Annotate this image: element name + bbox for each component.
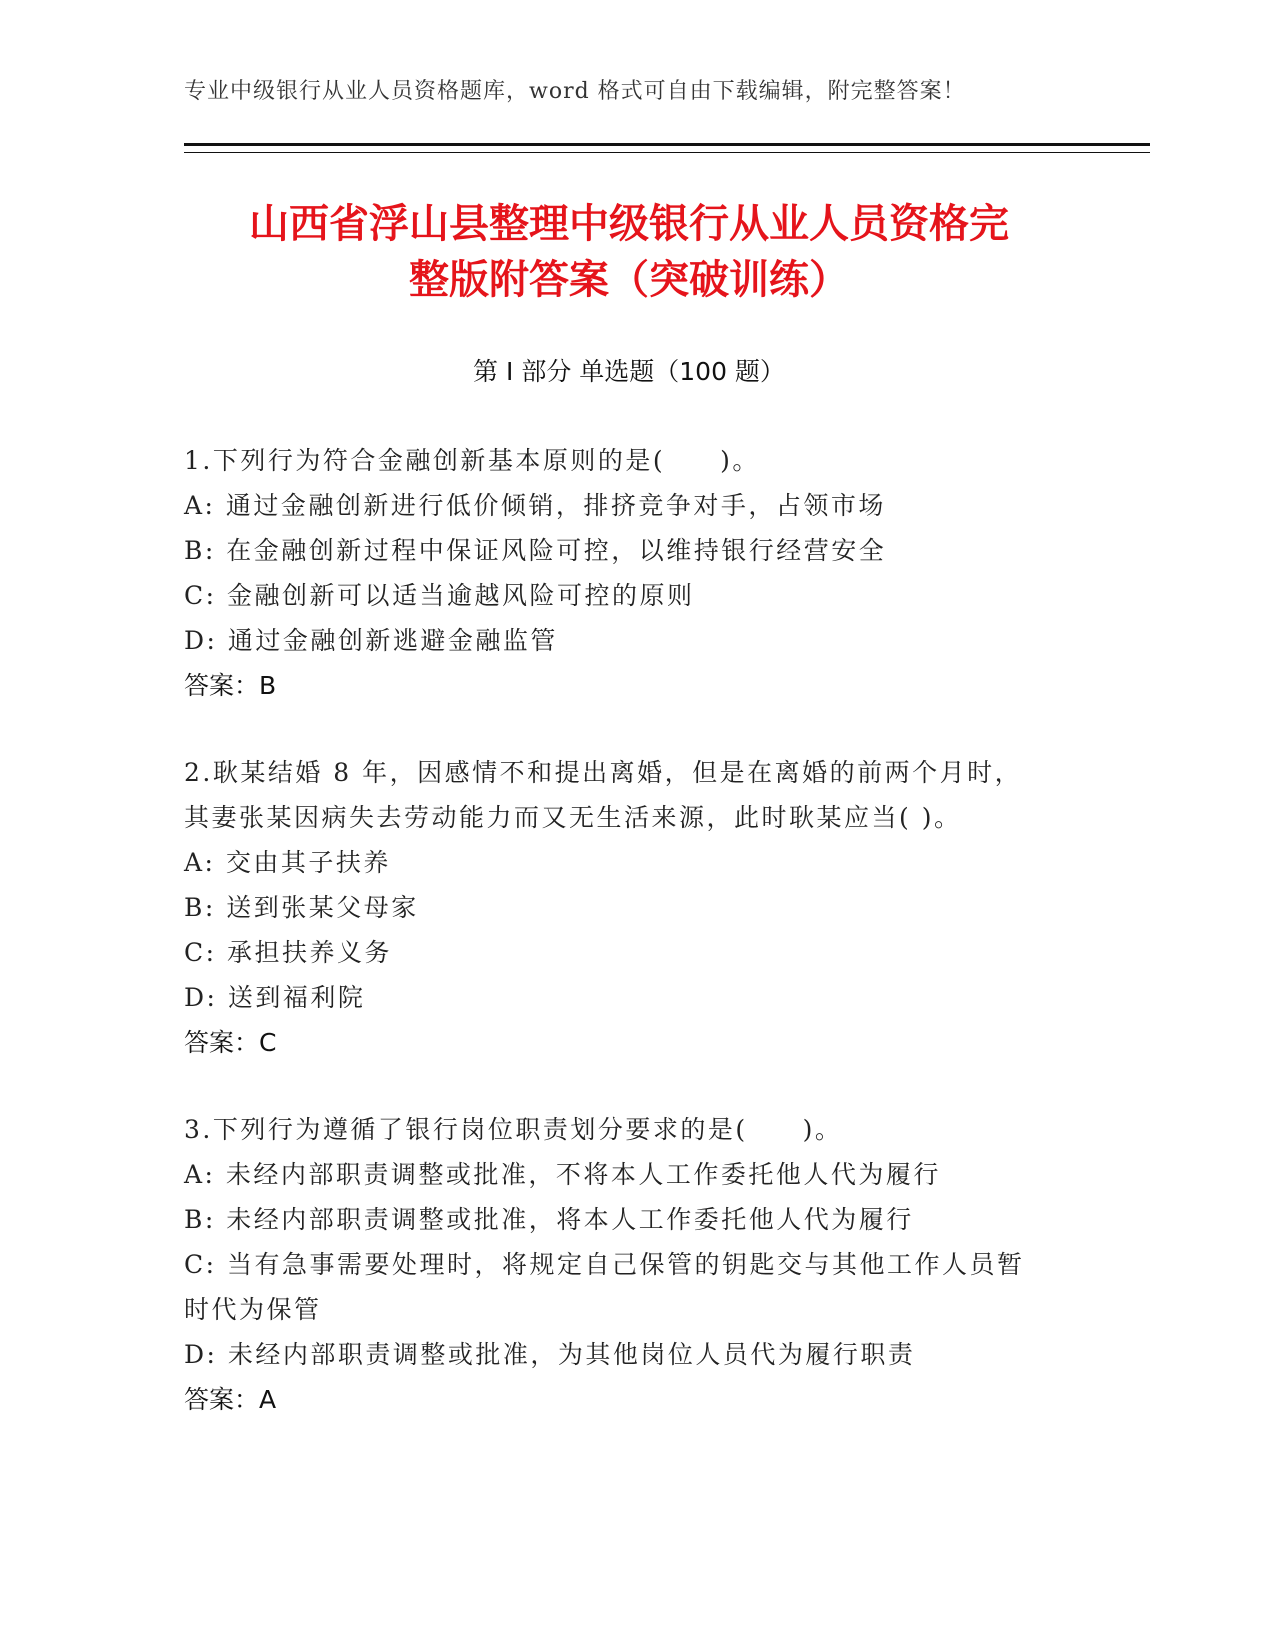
question-1 (184, 438, 1084, 708)
question-1-option-c: C: 金融创新可以适当逾越风险可控的原则 (184, 581, 695, 610)
question-2-stem-line-2: 其妻张某因病失去劳动能力而又无生活来源，此时耿某应当( )。 (184, 803, 962, 832)
question-1-stem: 1.下列行为符合金融创新基本原则的是( )。 (184, 446, 760, 475)
question-2-option-b: B: 送到张某父母家 (184, 893, 419, 922)
question-3 (184, 1107, 1084, 1422)
document-title-line-2: 整版附答案（突破训练） (409, 257, 849, 303)
document-title-line-1: 山西省浮山县整理中级银行从业人员资格完 (249, 201, 1009, 247)
question-2-option-a: A: 交由其子扶养 (184, 848, 391, 877)
header-note: 专业中级银行从业人员资格题库，word 格式可自由下载编辑，附完整答案！ (184, 79, 966, 104)
question-3-option-d: D: 未经内部职责调整或批准，为其他岗位人员代为履行职责 (184, 1340, 916, 1369)
question-3-option-c-line-1: C: 当有急事需要处理时，将规定自己保管的钥匙交与其他工作人员暂 (184, 1250, 1025, 1279)
question-1-option-a: A: 通过金融创新进行低价倾销，排挤竞争对手，占领市场 (184, 491, 886, 520)
question-2-answer: 答案：C (184, 1028, 277, 1057)
question-3-option-a: A: 未经内部职责调整或批准，不将本人工作委托他人代为履行 (184, 1160, 941, 1189)
question-1-answer: 答案：B (184, 671, 277, 700)
question-2-stem-line-1: 2.耿某结婚 8 年，因感情不和提出离婚，但是在离婚的前两个月时， (184, 758, 1023, 787)
question-2-option-d: D: 送到福利院 (184, 983, 366, 1012)
document-title (184, 196, 1074, 308)
question-3-answer: 答案：A (184, 1385, 277, 1414)
header-rule-thin (184, 152, 1150, 153)
question-3-option-c-line-2: 时代为保管 (184, 1295, 322, 1324)
question-2-option-c: C: 承担扶养义务 (184, 938, 392, 967)
section-title: 第 I 部分 单选题（100 题） (473, 357, 785, 386)
question-1-option-b: B: 在金融创新过程中保证风险可控，以维持银行经营安全 (184, 536, 887, 565)
question-1-option-d: D: 通过金融创新逃避金融监管 (184, 626, 558, 655)
question-list (184, 438, 1084, 1464)
header-rule-thick (184, 143, 1150, 146)
question-2 (184, 750, 1084, 1065)
question-3-stem: 3.下列行为遵循了银行岗位职责划分要求的是( )。 (184, 1115, 843, 1144)
question-3-option-b: B: 未经内部职责调整或批准，将本人工作委托他人代为履行 (184, 1205, 914, 1234)
